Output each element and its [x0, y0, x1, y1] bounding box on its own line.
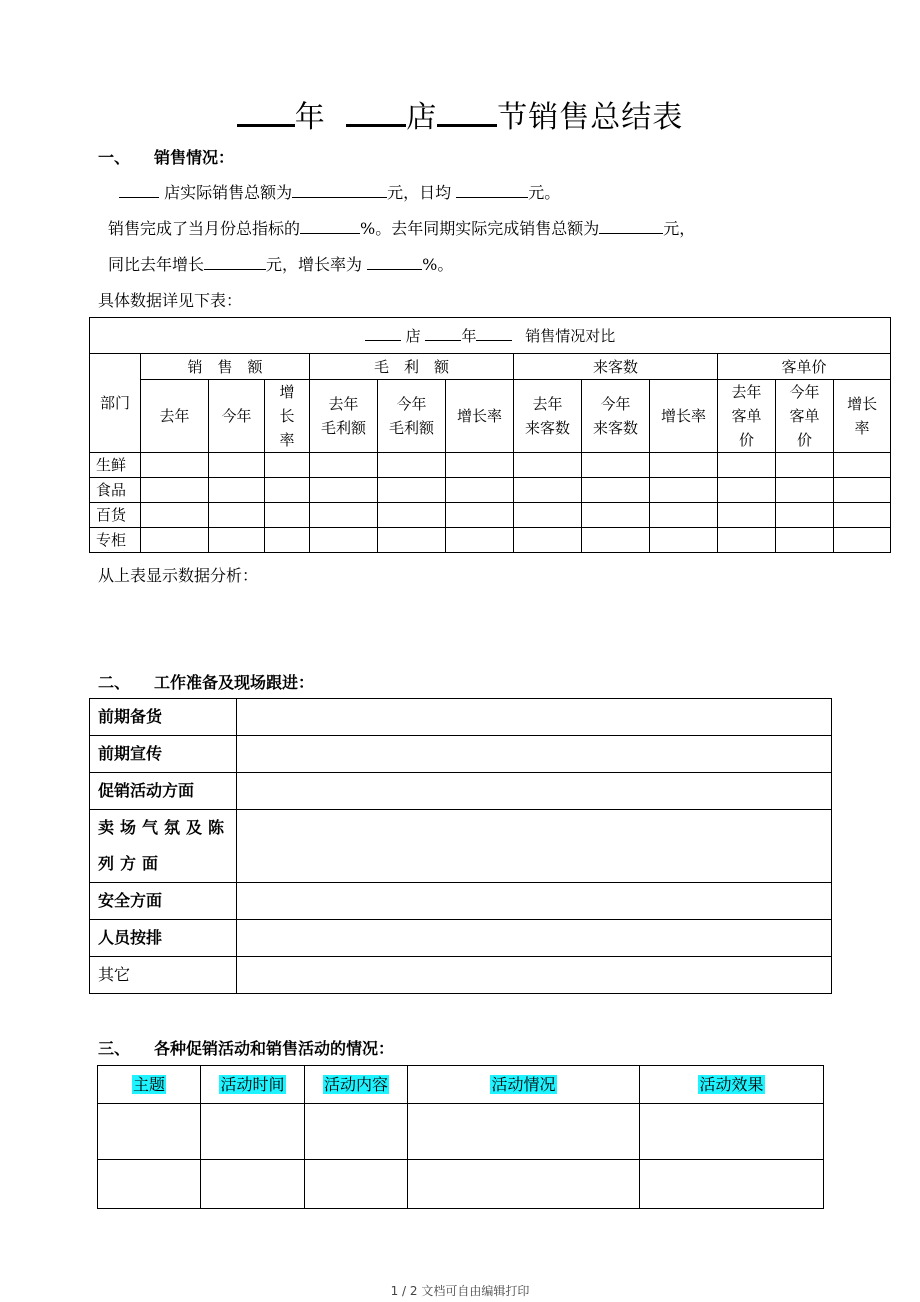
sub-growth: [265, 380, 310, 453]
row-label: 卖场气氛及陈列方面: [90, 810, 237, 883]
sub-growth-text: 增长率: [279, 383, 295, 449]
cell[interactable]: [141, 478, 209, 503]
cell[interactable]: [514, 528, 582, 553]
row-label: 人员按排: [90, 920, 237, 957]
text: 活动效果: [699, 1074, 764, 1094]
blank: [456, 181, 528, 198]
cell[interactable]: [237, 810, 832, 883]
cell[interactable]: [446, 503, 514, 528]
cell[interactable]: [776, 503, 834, 528]
text: 销售完成了当月份总指标的: [108, 219, 301, 238]
cell[interactable]: [718, 453, 776, 478]
promotion-table: [97, 1065, 824, 1209]
cell[interactable]: [305, 1160, 408, 1209]
cell[interactable]: [209, 453, 265, 478]
section3-heading: [98, 1036, 394, 1059]
title-store: 店: [406, 100, 438, 135]
text: 来客数: [524, 419, 570, 437]
cell[interactable]: [776, 453, 834, 478]
cell[interactable]: [378, 453, 446, 478]
table-row: [90, 699, 832, 736]
table-caption: [90, 318, 891, 354]
title-year: 年: [294, 100, 326, 135]
sub-cust-this: [582, 380, 650, 453]
text: 活动情况: [491, 1074, 556, 1094]
row-label: 其它: [90, 957, 237, 994]
cell[interactable]: [237, 883, 832, 920]
blank: [476, 325, 512, 341]
dept-label: 专柜: [90, 528, 141, 553]
cell[interactable]: [209, 528, 265, 553]
section1-heading: [98, 145, 234, 168]
blank: [204, 253, 266, 270]
sub-cust-last: [514, 380, 582, 453]
cell[interactable]: [237, 773, 832, 810]
text: 店实际销售总额为: [164, 183, 293, 202]
text: 活动时间: [220, 1074, 285, 1094]
header-dept: 部门: [90, 354, 141, 453]
section1-number: 一、: [98, 148, 131, 167]
cell[interactable]: [310, 528, 378, 553]
cell[interactable]: [237, 920, 832, 957]
cell[interactable]: [141, 503, 209, 528]
cell[interactable]: [650, 503, 718, 528]
header-status: [408, 1066, 640, 1104]
caption-store: 店: [405, 326, 421, 345]
section2-title: 工作准备及现场跟进：: [154, 673, 315, 692]
cell[interactable]: [378, 503, 446, 528]
title-suffix: 节销售总结表: [497, 100, 684, 135]
text: 去年: [328, 395, 359, 413]
sales-line-3: [108, 252, 453, 275]
cell[interactable]: [776, 528, 834, 553]
cell[interactable]: [265, 503, 310, 528]
sales-line-1: [119, 180, 560, 203]
text: 元，增长率为: [266, 255, 363, 274]
cell[interactable]: [378, 478, 446, 503]
section1-title: 销售情况：: [154, 148, 235, 167]
table-row: [98, 1104, 824, 1160]
cell[interactable]: [408, 1104, 640, 1160]
cell[interactable]: [834, 453, 891, 478]
cell[interactable]: [650, 528, 718, 553]
cell[interactable]: [834, 503, 891, 528]
sub-cust-growth: 增长率: [650, 380, 718, 453]
row-label: 促销活动方面: [90, 773, 237, 810]
caption-year: 年: [461, 326, 477, 345]
text: 同比去年增长: [108, 255, 205, 274]
cell[interactable]: [718, 478, 776, 503]
cell[interactable]: [209, 503, 265, 528]
cell[interactable]: [446, 453, 514, 478]
text: 今年: [396, 395, 427, 413]
blank-festival: [437, 97, 497, 127]
dept-label: 食品: [90, 478, 141, 503]
cell[interactable]: [582, 478, 650, 503]
cell[interactable]: [582, 453, 650, 478]
header-content: [305, 1066, 408, 1104]
cell[interactable]: [834, 478, 891, 503]
text: 元，日均: [387, 183, 452, 202]
text: 元。: [528, 183, 561, 202]
row-label: 前期宣传: [90, 736, 237, 773]
cell[interactable]: [201, 1160, 305, 1209]
cell[interactable]: [141, 453, 209, 478]
row-label: 安全方面: [90, 883, 237, 920]
cell[interactable]: [310, 503, 378, 528]
cell[interactable]: [141, 528, 209, 553]
cell[interactable]: [237, 699, 832, 736]
header-effect: [640, 1066, 824, 1104]
dept-label: 生鲜: [90, 453, 141, 478]
cell[interactable]: [98, 1160, 201, 1209]
text: 活动内容: [323, 1074, 388, 1094]
sales-line-2: [108, 216, 695, 239]
cell[interactable]: [265, 453, 310, 478]
table-row: [90, 503, 891, 528]
text: 去年客单价: [731, 383, 762, 449]
cell[interactable]: [209, 478, 265, 503]
cell[interactable]: [237, 957, 832, 994]
dept-label: 百货: [90, 503, 141, 528]
cell[interactable]: [514, 478, 582, 503]
text: 今年客单价: [789, 383, 820, 449]
blank: [365, 325, 401, 341]
cell[interactable]: [640, 1160, 824, 1209]
page-title: [0, 92, 920, 136]
cell[interactable]: [98, 1104, 201, 1160]
text: %。去年同期实际完成销售总额为: [360, 219, 600, 238]
cell[interactable]: [640, 1104, 824, 1160]
cell[interactable]: [582, 528, 650, 553]
blank-year: [237, 97, 295, 127]
cell[interactable]: [446, 478, 514, 503]
blank: [425, 325, 461, 341]
text: 主题: [132, 1074, 165, 1094]
text: 今年: [600, 395, 631, 413]
row-label: 前期备货: [90, 699, 237, 736]
detail-note: 具体数据详见下表：: [98, 291, 243, 310]
header-time: [201, 1066, 305, 1104]
cell[interactable]: [834, 528, 891, 553]
header-theme: [98, 1066, 201, 1104]
section3-title: 各种促销活动和销售活动的情况：: [154, 1039, 395, 1058]
blank: [292, 181, 387, 198]
cell[interactable]: [310, 453, 378, 478]
cell[interactable]: [310, 478, 378, 503]
cell[interactable]: [718, 503, 776, 528]
cell[interactable]: [378, 528, 446, 553]
section2-heading: [98, 670, 314, 693]
cell[interactable]: [201, 1104, 305, 1160]
table-row: [90, 883, 832, 920]
cell[interactable]: [265, 478, 310, 503]
table-row: [90, 528, 891, 553]
cell[interactable]: [776, 478, 834, 503]
cell[interactable]: [408, 1160, 640, 1209]
text: 增长率: [847, 395, 878, 437]
text: 毛利额: [320, 419, 366, 437]
page-footer: 1 / 2 文档可自由编辑打印: [390, 1284, 530, 1298]
table-row: [90, 957, 832, 994]
blank: [367, 253, 422, 270]
sub-this-year: 今年: [209, 380, 265, 453]
blank: [599, 217, 663, 234]
analysis-label: 从上表显示数据分析：: [98, 566, 259, 585]
text: 来客数: [592, 419, 638, 437]
cell[interactable]: [582, 503, 650, 528]
sub-last-year: 去年: [141, 380, 209, 453]
sub-avg-growth: [834, 380, 891, 453]
sub-gp-growth: 增长率: [446, 380, 514, 453]
table-row: [90, 920, 832, 957]
cell[interactable]: [514, 503, 582, 528]
table-row: [90, 773, 832, 810]
table-row: [90, 736, 832, 773]
text: 元，: [663, 219, 696, 238]
sub-gp-this: [378, 380, 446, 453]
header-gross-profit: 毛 利 额: [310, 354, 514, 380]
cell[interactable]: [237, 736, 832, 773]
cell[interactable]: [650, 478, 718, 503]
cell[interactable]: [265, 528, 310, 553]
cell[interactable]: [446, 528, 514, 553]
cell[interactable]: [305, 1104, 408, 1160]
sub-avg-last: [718, 380, 776, 453]
header-customers: 来客数: [514, 354, 718, 380]
header-sales: 销 售 额: [141, 354, 310, 380]
blank: [119, 181, 159, 198]
section2-number: 二、: [98, 673, 131, 692]
sales-comparison-table: [89, 317, 891, 553]
blank-store: [346, 97, 406, 127]
sub-avg-this: [776, 380, 834, 453]
cell[interactable]: [650, 453, 718, 478]
header-avg-ticket: 客单价: [718, 354, 891, 380]
sub-gp-last: [310, 380, 378, 453]
table-row: [90, 810, 832, 883]
section3-number: 三、: [98, 1039, 131, 1058]
table-row: [90, 453, 891, 478]
cell[interactable]: [514, 453, 582, 478]
text: 去年: [532, 395, 563, 413]
text: %。: [422, 255, 454, 274]
table-row: [98, 1160, 824, 1209]
caption-text: 销售情况对比: [525, 326, 616, 345]
text: 毛利额: [388, 419, 434, 437]
cell[interactable]: [718, 528, 776, 553]
work-prep-table: [89, 698, 832, 994]
blank: [300, 217, 360, 234]
table-row: [90, 478, 891, 503]
